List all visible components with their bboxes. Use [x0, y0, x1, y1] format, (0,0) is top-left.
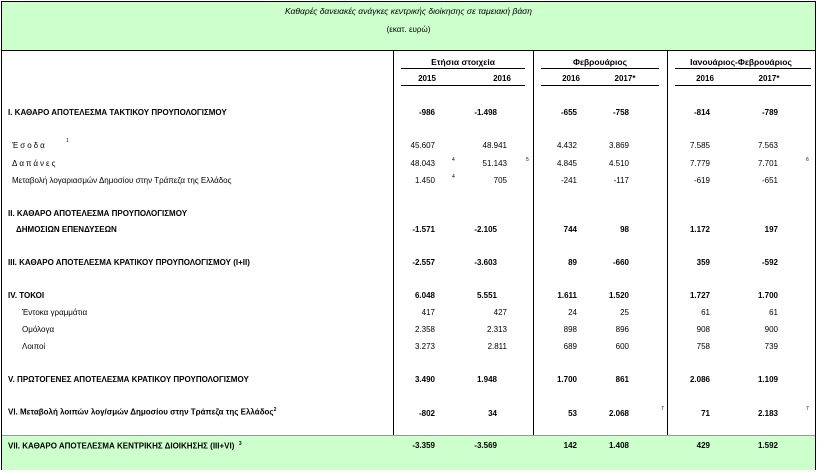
row-label-text: VII. ΚΑΘΑΡΟ ΑΠΟΤΕΛΕΣΜΑ ΚΕΝΤΡΙΚΗΣ ΔΙΟΙΚΗΣΗΣ (III+VI)	[8, 441, 235, 451]
cell: 417	[421, 308, 435, 317]
cell: -241	[560, 176, 577, 185]
cell: 53	[568, 409, 577, 418]
cell: 45.607	[410, 141, 435, 150]
year-header: 2015	[418, 74, 436, 83]
cell: 61	[769, 308, 778, 317]
cell: 1.408	[608, 441, 629, 450]
cell: 758	[696, 342, 710, 351]
year-header: 2017*	[758, 74, 780, 83]
cell: -619	[693, 176, 710, 185]
footnote-mark: 7	[661, 406, 664, 412]
cell: -789	[761, 108, 778, 117]
cell: 3.869	[608, 141, 629, 150]
row-label-cont: ΔΗΜΟΣΙΩΝ ΕΠΕΝΔΥΣΕΩΝ	[16, 225, 117, 234]
cell: 2.086	[689, 375, 710, 384]
cell: -592	[761, 258, 778, 267]
col-divider	[667, 50, 668, 470]
cell: -986	[418, 108, 435, 117]
cell: 744	[563, 225, 577, 234]
table-title: Καθαρές δανειακές ανάγκες κεντρικής διοίκησης σε ταμειακή βάση	[284, 6, 533, 16]
cell: 896	[615, 325, 629, 334]
cell: 689	[563, 342, 577, 351]
cell: 89	[568, 258, 577, 267]
cell: -2.557	[412, 258, 435, 267]
row-label: Δαπάνες	[12, 159, 58, 168]
header-annual: Ετήσια στοιχεία	[431, 57, 495, 67]
cell: 427	[493, 308, 507, 317]
cell: 3.273	[414, 342, 435, 351]
cell: 4.510	[608, 159, 629, 168]
cell: 2.183	[757, 409, 778, 418]
cell: -1.571	[412, 225, 435, 234]
col-divider	[393, 50, 394, 470]
header-underline	[401, 85, 525, 86]
cell: 24	[568, 308, 577, 317]
cell: -117	[613, 176, 629, 185]
cell: -1.498	[474, 108, 497, 117]
cell: 600	[615, 342, 629, 351]
cell: 48.043	[410, 159, 435, 168]
cell: 898	[563, 325, 577, 334]
cell: -3.359	[412, 441, 435, 450]
cell: 7.701	[757, 159, 778, 168]
cell: 861	[615, 375, 629, 384]
cell: 2.068	[608, 409, 629, 418]
header-underline	[675, 85, 811, 86]
row-label	[8, 407, 276, 417]
row-label: Έντοκα γραμμάτια	[22, 308, 88, 317]
row-label: IV. ΤΟΚΟΙ	[8, 291, 45, 300]
row-label: I. ΚΑΘΑΡΟ ΑΠΟΤΕΛΕΣΜΑ ΤΑΚΤΙΚΟΥ ΠΡΟΥΠΟΛΟΓΙΣΜΟΥ	[8, 108, 227, 117]
row-label: II. ΚΑΘΑΡΟ ΑΠΟΤΕΛΕΣΜΑ ΠΡΟΥΠΟΛΟΓΙΣΜΟΥ	[8, 209, 188, 218]
cell: 197	[764, 225, 778, 234]
cell: 5.551	[476, 291, 497, 300]
header-underline	[401, 68, 525, 69]
cell: 900	[764, 325, 778, 334]
header-feb: Φεβρουάριος	[572, 57, 628, 67]
footnote-mark: 4	[452, 174, 455, 180]
cell: 739	[764, 342, 778, 351]
row-label: Λοιποί	[22, 342, 46, 351]
cell: 6.048	[414, 291, 435, 300]
cell: 4.845	[556, 159, 577, 168]
cell: -651	[761, 176, 778, 185]
cell: 1.700	[556, 375, 577, 384]
cell: 7.779	[689, 159, 710, 168]
cell: 1.172	[689, 225, 710, 234]
title-band	[2, 2, 815, 51]
header-underline	[541, 85, 659, 86]
header-underline	[675, 68, 811, 69]
footnote-mark: 4	[452, 157, 455, 163]
cell: 705	[493, 176, 507, 185]
row-label: V. ΠΡΩΤΟΓΕΝΕΣ ΑΠΟΤΕΛΕΣΜΑ ΚΡΑΤΙΚΟΥ ΠΡΟΥΠΟΛΟΓΙΣΜΟΥ	[8, 375, 249, 384]
cell: 1.948	[476, 375, 497, 384]
cell: 51.143	[482, 159, 507, 168]
row-label-text: VI. Μεταβολή λοιπών λογ/σμών Δημοσίου στην Τράπεζα της Ελλάδος	[8, 407, 274, 417]
year-header: 2016	[562, 74, 580, 83]
year-header: 2016	[493, 74, 511, 83]
cell: -802	[418, 409, 435, 418]
cell: 48.941	[482, 141, 507, 150]
cell: 7.563	[757, 141, 778, 150]
cell: -660	[612, 258, 629, 267]
fiscal-table	[1, 1, 816, 470]
unit-label: (εκατ. ευρώ)	[386, 25, 431, 34]
cell: -655	[560, 108, 577, 117]
cell: 34	[488, 409, 497, 418]
cell: 908	[696, 325, 710, 334]
cell: 1.727	[689, 291, 710, 300]
header-underline	[541, 68, 659, 69]
col-divider	[533, 50, 534, 470]
footnote-mark: 5	[526, 157, 529, 163]
cell: -2.105	[474, 225, 497, 234]
cell: 61	[701, 308, 710, 317]
year-header: 2016	[696, 74, 714, 83]
cell: 98	[620, 225, 629, 234]
cell: 142	[563, 441, 577, 450]
cell: 4.432	[556, 141, 577, 150]
footnote-mark: 3	[238, 441, 242, 447]
year-header: 2017*	[614, 74, 636, 83]
cell: 2.358	[414, 325, 435, 334]
cell: 429	[696, 441, 710, 450]
cell: 25	[620, 308, 629, 317]
footnote-mark: 1	[66, 138, 69, 144]
footnote-mark: 7	[806, 406, 809, 412]
cell: 1.109	[757, 375, 778, 384]
footnote-mark: 6	[806, 157, 809, 163]
cell: 1.700	[757, 291, 778, 300]
cell: -758	[612, 108, 629, 117]
cell: 7.585	[689, 141, 710, 150]
cell: -3.603	[474, 258, 497, 267]
cell: 1.592	[757, 441, 778, 450]
cell: 1.450	[414, 176, 435, 185]
cell: 2.811	[487, 342, 507, 351]
row-label: Έσοδα	[12, 141, 47, 150]
row-label: Ομόλογα	[22, 325, 55, 334]
cell: -3.569	[474, 441, 497, 450]
cell: -814	[693, 108, 710, 117]
footnote-mark: 2	[273, 407, 277, 413]
cell: 1.520	[608, 291, 629, 300]
cell: 71	[701, 409, 710, 418]
header-janfeb: Ιανουάριος-Φεβρουάριος	[690, 57, 792, 67]
row-label: III. ΚΑΘΑΡΟ ΑΠΟΤΕΛΕΣΜΑ ΚΡΑΤΙΚΟΥ ΠΡΟΥΠΟΛΟΓΙΣΜΟΥ (I+II)	[8, 258, 250, 267]
cell: 359	[696, 258, 710, 267]
cell: 3.490	[414, 375, 435, 384]
row-label: Μεταβολή λογαριασμών Δημοσίου στην Τράπεζα της Ελλάδος	[12, 176, 232, 185]
cell: 1.611	[557, 291, 577, 300]
row-label	[8, 441, 242, 451]
cell: 2.313	[486, 325, 507, 334]
